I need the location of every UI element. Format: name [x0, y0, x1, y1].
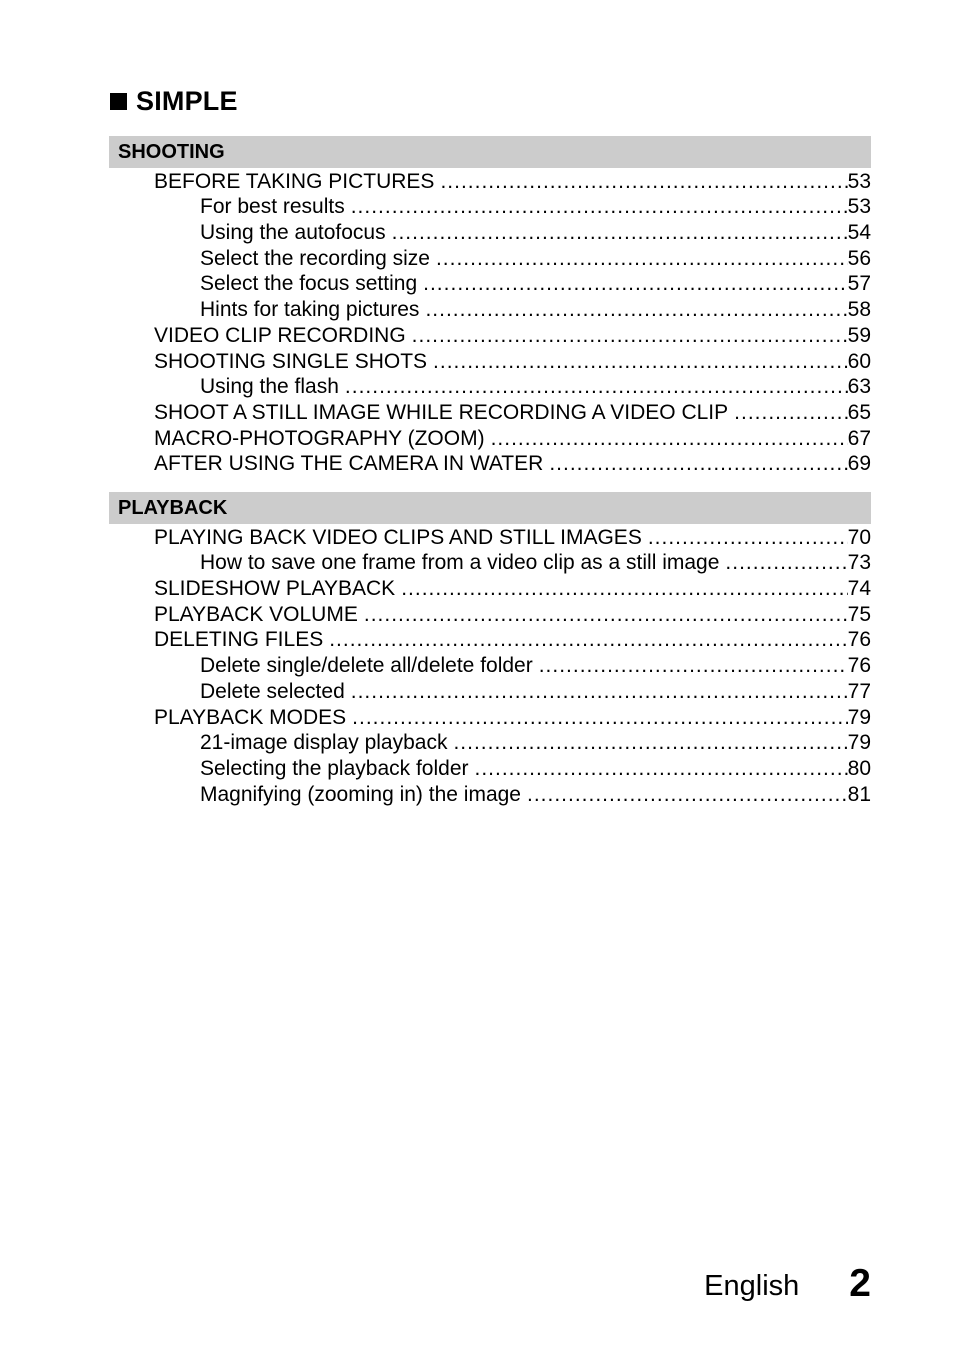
- dot-leader: [475, 756, 848, 781]
- toc-entry-page: 56: [847, 246, 871, 270]
- toc-entry-title: DELETING FILES: [154, 628, 324, 652]
- toc-entry: [109, 601, 871, 627]
- dot-leader: [453, 730, 847, 755]
- toc-entry-page: 58: [847, 298, 871, 322]
- toc-entry-title: For best results: [200, 195, 345, 219]
- dot-leader: [433, 349, 848, 374]
- toc-entry: [109, 322, 871, 348]
- dot-leader: [725, 550, 847, 575]
- dot-leader: [352, 705, 847, 730]
- toc-entry-title: SLIDESHOW PLAYBACK: [154, 577, 396, 601]
- toc-entry: [109, 627, 871, 653]
- toc-entry-page: 53: [847, 169, 871, 193]
- dot-leader: [423, 271, 848, 296]
- toc-entry-title: 21-image display playback: [200, 731, 448, 755]
- toc-entry-title: Magnifying (zooming in) the image: [200, 782, 521, 806]
- toc-entry: [109, 168, 871, 194]
- toc-entry-page: 60: [847, 349, 871, 373]
- page-number: 2: [849, 1262, 871, 1305]
- toc-entry-title: Select the recording size: [200, 246, 430, 270]
- toc-entry-title: PLAYBACK VOLUME: [154, 602, 358, 626]
- toc-entry-page: 53: [847, 195, 871, 219]
- toc-entry-title: Delete selected: [200, 679, 345, 703]
- toc-entry: [109, 348, 871, 374]
- toc-entry: [109, 575, 871, 601]
- toc-entry-title: How to save one frame from a video clip as a still image: [200, 551, 720, 575]
- toc-entry-page: 59: [847, 323, 871, 347]
- toc-entry-title: Hints for taking pictures: [200, 298, 420, 322]
- toc-entry: [109, 399, 871, 425]
- dot-leader: [734, 400, 847, 425]
- dot-leader: [412, 323, 848, 348]
- page-footer: [704, 1258, 871, 1306]
- toc-entry-title: Selecting the playback folder: [200, 756, 469, 780]
- toc-entry-page: 57: [847, 272, 871, 296]
- dot-leader: [648, 525, 848, 550]
- heading-title: SIMPLE: [136, 85, 238, 116]
- toc-entry: [109, 704, 871, 730]
- toc-entry: [109, 194, 871, 220]
- toc-entry-page: 76: [847, 654, 871, 678]
- page-heading: [110, 84, 238, 118]
- toc-entry: [109, 652, 871, 678]
- toc-entry-title: BEFORE TAKING PICTURES: [154, 169, 435, 193]
- toc-entry: [109, 219, 871, 245]
- toc-entry-page: 65: [847, 400, 871, 424]
- dot-leader: [364, 602, 848, 627]
- toc-list: [109, 168, 871, 476]
- toc-entry-page: 75: [847, 602, 871, 626]
- toc-entry-title: PLAYBACK MODES: [154, 705, 347, 729]
- toc-entry: [109, 374, 871, 400]
- dot-leader: [440, 169, 847, 194]
- toc-entry-title: Delete single/delete all/delete folder: [200, 654, 533, 678]
- footer-language: English: [704, 1270, 800, 1302]
- dot-leader: [345, 374, 848, 399]
- toc-entry: [109, 271, 871, 297]
- dot-leader: [392, 220, 848, 245]
- toc-entry-page: 69: [847, 452, 871, 476]
- toc-entry: [109, 755, 871, 781]
- toc-entry-title: SHOOT A STILL IMAGE WHILE RECORDING A VIDEO CLIP: [154, 400, 729, 424]
- dot-leader: [549, 451, 847, 476]
- toc-entry: [109, 451, 871, 477]
- toc-entry-page: 74: [847, 577, 871, 601]
- dot-leader: [329, 627, 847, 652]
- toc-entry-title: Using the flash: [200, 375, 339, 399]
- toc-entry-title: AFTER USING THE CAMERA IN WATER: [154, 452, 544, 476]
- dot-leader: [425, 297, 847, 322]
- section-shooting: [109, 136, 871, 476]
- toc-entry-title: Select the focus setting: [200, 272, 418, 296]
- toc-entry: [109, 425, 871, 451]
- toc-entry: [109, 550, 871, 576]
- section-playback: [109, 492, 871, 807]
- dot-leader: [351, 679, 848, 704]
- toc-entry-page: 63: [847, 375, 871, 399]
- toc-entry-page: 67: [847, 426, 871, 450]
- black-square-icon: [110, 93, 127, 110]
- toc-entry-page: 81: [847, 782, 871, 806]
- toc-entry: [109, 730, 871, 756]
- toc-entry-title: VIDEO CLIP RECORDING: [154, 323, 406, 347]
- toc-entry: [109, 296, 871, 322]
- toc-entry-page: 79: [847, 731, 871, 755]
- dot-leader: [401, 576, 847, 601]
- toc-entry-page: 80: [847, 756, 871, 780]
- toc-entry-page: 73: [847, 551, 871, 575]
- toc-entry: [109, 678, 871, 704]
- dot-leader: [436, 246, 848, 271]
- toc-entry-title: PLAYING BACK VIDEO CLIPS AND STILL IMAGES: [154, 525, 642, 549]
- toc-entry-page: 70: [847, 525, 871, 549]
- section-header: SHOOTING: [109, 136, 871, 168]
- dot-leader: [491, 426, 848, 451]
- toc-entry: [109, 524, 871, 550]
- toc-entry-title: SHOOTING SINGLE SHOTS: [154, 349, 428, 373]
- dot-leader: [351, 194, 848, 219]
- dot-leader: [539, 653, 848, 678]
- toc-entry-page: 77: [847, 679, 871, 703]
- toc-entry-page: 54: [847, 221, 871, 245]
- toc-entry: [109, 245, 871, 271]
- toc-entry: [109, 781, 871, 807]
- toc-entry-title: MACRO-PHOTOGRAPHY (ZOOM): [154, 426, 485, 450]
- toc-entry-title: Using the autofocus: [200, 221, 386, 245]
- toc-list: [109, 524, 871, 807]
- toc-entry-page: 79: [847, 705, 871, 729]
- toc-entry-page: 76: [847, 628, 871, 652]
- section-header: PLAYBACK: [109, 492, 871, 524]
- dot-leader: [527, 782, 848, 807]
